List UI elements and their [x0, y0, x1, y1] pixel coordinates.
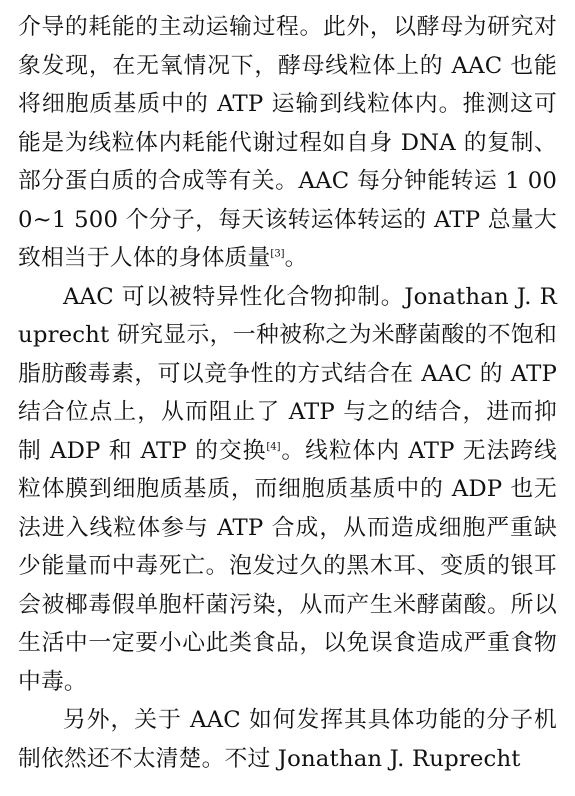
citation-3: [3]	[270, 248, 285, 260]
paragraph-2-text-1: AAC 可以被特异性化合物抑制。Jonathan J. Ruprecht 研究显示，一种被称之为米酵菌酸的不饱和脂肪酸毒素，可以竞争性的方式结合在 AAC 的 ATP 结合位点上，从而阻止了 ATP 与之的结合，进而抑制 ADP 和 ATP 的交换	[18, 283, 557, 464]
paragraph-2-text-2: 。线粒体内 ATP 无法跨线粒体膜到细胞质基质，而细胞质基质中的 ADP 也无法进入线粒体参与 ATP 合成，从而造成细胞严重缺少能量而中毒死亡。泡发过久的黑木耳、变质的银耳会被椰毒假单胞杆菌污染，从而产生米酵菌酸。所以生活中一定要小心此类食品，以免误食造成严重食物中毒。	[18, 437, 558, 695]
paragraph-1-text-2: 。	[284, 245, 308, 271]
citation-4: [4]	[266, 440, 281, 452]
paragraph-3	[18, 701, 557, 778]
paragraph-3-text-1: 另外，关于 AAC 如何发挥其具体功能的分子机制依然还不太清楚。不过 Jonathan J. Ruprecht	[18, 707, 557, 772]
paragraph-1-text-1: 介导的耗能的主动运输过程。此外，以酵母为研究对象发现，在无氧情况下，酵母线粒体上的 AAC 也能将细胞质基质中的 ATP 运输到线粒体内。推测这可能是为线粒体内耗能代谢过程如自身 DNA 的复制、部分蛋白质的合成等有关。AAC 每分钟能转运 1 000~1 500 个分子，每天该转运体转运的 ATP 总量大致相当于人体的身体质量	[18, 14, 557, 271]
paragraph-1	[18, 8, 557, 278]
paragraph-2	[18, 278, 557, 702]
